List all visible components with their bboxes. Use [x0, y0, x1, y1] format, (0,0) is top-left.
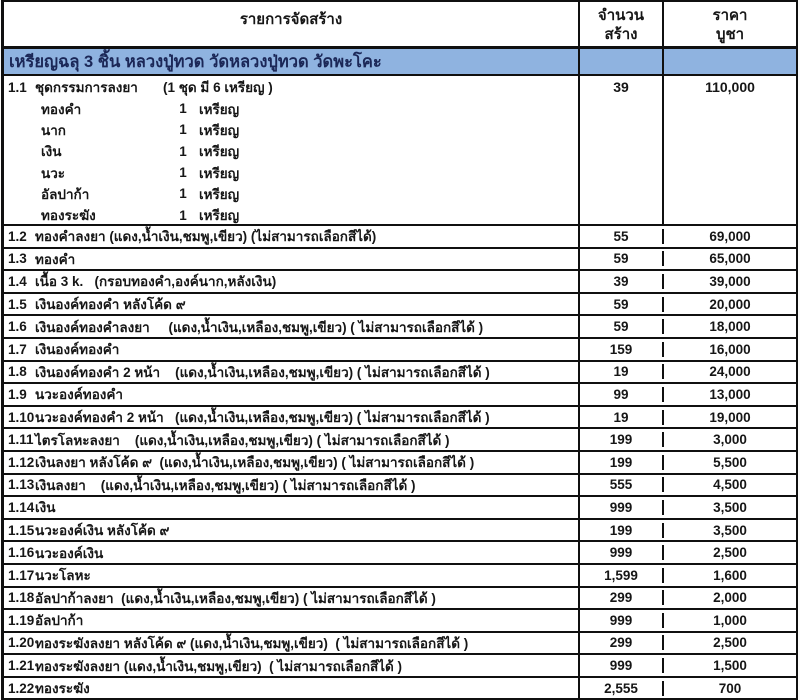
table-row — [4, 588, 796, 611]
row-price: 18,000 — [709, 319, 751, 335]
table-header-row — [4, 2, 796, 48]
sub-item — [4, 141, 578, 162]
group-head — [4, 76, 578, 98]
row-quantity: 55 — [580, 229, 664, 244]
table-row — [4, 339, 796, 362]
row-quantity: 39 — [580, 274, 664, 289]
row-number: 1.6 — [8, 319, 27, 335]
row-price: 19,000 — [709, 409, 751, 425]
row-price: 20,000 — [709, 296, 751, 312]
row-description: เนื้อ 3 k. (กรอบทองคำ,องค์นาก,หลังเงิน) — [35, 274, 277, 290]
row-description: นวะองค์ทองคำ 2 หน้า (แดง,น้ำเงิน,เหลือง,ชมพู,เขียว) ( ไม่สามารถเลือกสีได้ ) — [35, 410, 490, 426]
table-row — [4, 452, 796, 475]
group-name: ชุดกรรมการลงยา — [35, 80, 138, 95]
table-row — [4, 565, 796, 588]
row-price: 3,500 — [713, 499, 747, 515]
row-description: ทองระฆัง — [35, 681, 90, 697]
row-number: 1.8 — [8, 364, 27, 380]
row-quantity: 1,599 — [580, 568, 664, 583]
row-price: 1,600 — [713, 567, 747, 583]
amulet-price-table — [1, 0, 798, 700]
table-row — [4, 249, 796, 272]
row-description: ทองคำลงยา (แดง,น้ำเงิน,ชมพู,เขียว) (ไม่สามารถเลือกสีได้) — [35, 229, 377, 245]
sub-item-name: นวะ — [41, 165, 66, 181]
row-description: นวะองค์เงิน — [35, 545, 104, 561]
row-quantity: 159 — [580, 342, 664, 357]
row-quantity: 99 — [580, 387, 664, 402]
row-price: 24,000 — [709, 364, 751, 380]
section-banner-qty-cell — [580, 49, 664, 74]
row-price: 3,000 — [713, 432, 747, 448]
row-price: 700 — [718, 680, 742, 696]
row-quantity: 555 — [580, 477, 664, 492]
section-banner-price-cell — [664, 49, 796, 74]
row-quantity: 999 — [580, 658, 664, 673]
table-row — [4, 633, 796, 656]
column-header-price-line2: บูชา — [715, 26, 745, 44]
sub-item — [4, 119, 578, 140]
table-row — [4, 316, 796, 339]
row-number: 1.3 — [8, 251, 27, 267]
column-header-quantity-line1: จำนวน — [597, 6, 645, 24]
row-quantity: 199 — [580, 523, 664, 538]
row-number: 1.5 — [8, 296, 27, 312]
row-price: 1,500 — [713, 658, 747, 674]
row-quantity: 299 — [580, 590, 664, 605]
row-description: นวะองค์ทองคำ — [35, 387, 124, 403]
sub-item-unit: เหรียญ — [199, 165, 240, 181]
row-description: เงินองค์ทองคำ — [35, 342, 120, 358]
row-number: 1.4 — [8, 273, 27, 289]
row-price: 39,000 — [709, 273, 751, 289]
sub-item-unit: เหรียญ — [199, 144, 240, 160]
row-number: 1.17 — [8, 567, 35, 583]
table-row — [4, 610, 796, 633]
row-price: 16,000 — [709, 341, 751, 357]
sub-item-unit: เหรียญ — [199, 186, 240, 202]
row-price: 65,000 — [709, 251, 751, 267]
table-row — [4, 655, 796, 678]
table-row — [4, 271, 796, 294]
row-number: 1.12 — [8, 454, 35, 470]
sub-item-unit: เหรียญ — [199, 208, 240, 224]
column-header-quantity-line2: สร้าง — [604, 26, 638, 44]
row-price: 2,500 — [713, 545, 747, 561]
table-row — [4, 362, 796, 385]
table-row — [4, 384, 796, 407]
sub-item-name: อัลปาก้า — [41, 186, 90, 202]
row-description: อัลปาก้าลงยา (แดง,น้ำเงิน,เหลือง,ชมพู,เขียว) ( ไม่สามารถเลือกสีได้ ) — [35, 590, 436, 606]
column-header-items: รายการจัดสร้าง — [4, 2, 580, 46]
table-row — [4, 497, 796, 520]
row-number: 1.1 — [8, 79, 27, 95]
table-row — [4, 520, 796, 543]
sub-item — [4, 162, 578, 183]
table-row — [4, 475, 796, 498]
row-number: 1.20 — [8, 635, 35, 651]
row-number: 1.11 — [8, 432, 34, 448]
column-header-price — [664, 2, 796, 46]
row-description: ทองระฆังลงยา (แดง,น้ำเงิน,ชมพู,เขียว) ( ไม่สามารถเลือกสีได้ ) — [35, 658, 403, 674]
column-header-quantity — [580, 2, 664, 46]
row-price: 2,500 — [713, 635, 747, 651]
sub-item-name: เงิน — [41, 144, 62, 160]
row-description: เงินลงยา หลังโค้ด ๙ (แดง,น้ำเงิน,เหลือง,ชมพู,เขียว) ( ไม่สามารถเลือกสีได้ ) — [35, 455, 475, 471]
table-row — [4, 226, 796, 249]
table-row — [4, 678, 796, 700]
row-number: 1.19 — [8, 612, 35, 628]
row-number: 1.7 — [8, 341, 27, 357]
row-number: 1.22 — [8, 680, 35, 696]
sub-item-name: นาก — [41, 122, 66, 138]
sub-item-unit: เหรียญ — [199, 122, 240, 138]
row-quantity: 999 — [580, 545, 664, 560]
row-description: เงิน — [35, 500, 56, 516]
row-quantity: 59 — [580, 297, 664, 312]
row-quantity: 19 — [580, 364, 664, 379]
row-quantity: 199 — [580, 432, 664, 447]
sub-item-qty: 1 — [179, 122, 187, 138]
row-description: นวะโลหะ — [35, 568, 91, 584]
row-description: ไตรโลหะลงยา (แดง,น้ำเงิน,เหลือง,ชมพู,เขียว) ( ไม่สามารถเลือกสีได้ ) — [35, 432, 450, 448]
table-row — [4, 429, 796, 452]
row-number: 1.2 — [8, 228, 27, 244]
sub-item-name: ทองระฆัง — [41, 208, 96, 224]
section-banner-row — [4, 48, 796, 76]
group-price: 110,000 — [705, 79, 755, 95]
row-description: นวะองค์เงิน หลังโค้ด ๙ — [35, 523, 170, 539]
row-quantity: 299 — [580, 635, 664, 650]
row-price: 1,000 — [713, 612, 747, 628]
sub-item-name: ทองคำ — [41, 101, 82, 117]
sub-item-unit: เหรียญ — [199, 101, 240, 117]
row-quantity: 2,555 — [580, 681, 664, 696]
column-header-price-line1: ราคา — [712, 6, 748, 24]
group-main-cell — [4, 76, 580, 224]
row-price: 2,000 — [713, 590, 747, 606]
section-title: เหรียญฉลุ 3 ชิ้น หลวงปู่ทวด วัดหลวงปู่ทวด วัดพะโคะ — [4, 49, 580, 74]
sub-item-qty: 1 — [179, 186, 187, 202]
row-description: ทองระฆังลงยา หลังโค้ด ๙ (แดง,น้ำเงิน,ชมพู,เขียว) ( ไม่สามารถเลือกสีได้ ) — [35, 635, 469, 651]
table-row — [4, 407, 796, 430]
row-quantity: 999 — [580, 500, 664, 515]
row-description: เงินลงยา (แดง,น้ำเงิน,เหลือง,ชมพู,เขียว) ( ไม่สามารถเลือกสีได้ ) — [35, 477, 416, 493]
row-price: 69,000 — [709, 228, 751, 244]
row-number: 1.9 — [8, 386, 27, 402]
table-row-group-1-1 — [4, 76, 796, 226]
row-price: 5,500 — [713, 454, 747, 470]
row-price: 13,000 — [709, 386, 751, 402]
row-price: 4,500 — [713, 477, 747, 493]
row-quantity: 59 — [580, 251, 664, 266]
row-number: 1.16 — [8, 545, 35, 561]
row-number: 1.14 — [8, 499, 35, 515]
row-description: เงินองค์ทองคำ หลังโค้ด ๙ — [35, 297, 186, 313]
group-quantity: 39 — [580, 76, 664, 224]
row-quantity: 59 — [580, 319, 664, 334]
row-description: เงินองค์ทองคำลงยา (แดง,น้ำเงิน,เหลือง,ชมพู,เขียว) ( ไม่สามารถเลือกสีได้ ) — [35, 319, 484, 335]
row-description: ทองคำ — [35, 251, 76, 267]
table-row — [4, 542, 796, 565]
row-price: 3,500 — [713, 522, 747, 538]
sub-item — [4, 98, 578, 119]
row-number: 1.18 — [8, 590, 35, 606]
row-number: 1.15 — [8, 522, 35, 538]
sub-item-qty: 1 — [179, 101, 187, 117]
sub-item — [4, 183, 578, 204]
group-note: (1 ชุด มี 6 เหรียญ ) — [163, 80, 273, 95]
row-number: 1.10 — [8, 409, 35, 425]
row-number: 1.13 — [8, 477, 35, 493]
row-quantity: 199 — [580, 455, 664, 470]
sub-item-qty: 1 — [179, 143, 187, 159]
table-row — [4, 294, 796, 317]
row-description: อัลปาก้า — [35, 613, 84, 629]
sub-item — [4, 204, 578, 225]
sub-item-qty: 1 — [179, 165, 187, 181]
row-number: 1.21 — [8, 658, 35, 674]
sub-item-qty: 1 — [179, 207, 187, 223]
row-description: เงินองค์ทองคำ 2 หน้า (แดง,น้ำเงิน,เหลือง,ชมพู,เขียว) ( ไม่สามารถเลือกสีได้ ) — [35, 364, 490, 380]
row-quantity: 999 — [580, 613, 664, 628]
row-quantity: 19 — [580, 410, 664, 425]
